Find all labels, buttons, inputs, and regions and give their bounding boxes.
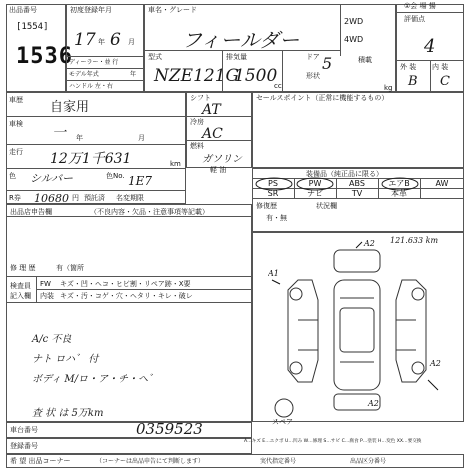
fuel-options: 軽 油	[210, 166, 227, 174]
model-year-value: 年	[130, 71, 137, 78]
svg-text:A2: A2	[364, 240, 375, 248]
lot-label: 出品番号	[9, 6, 37, 14]
equipment-leather: 本革	[391, 189, 407, 198]
score-value: 4	[424, 36, 436, 57]
vin-value: 0359523	[136, 420, 203, 438]
category-label: 出品区分番号	[350, 458, 387, 465]
mileage-value: 12万1千631	[50, 151, 132, 167]
inspection-type-value: 自家用	[50, 100, 90, 115]
mileage-label: 走行	[9, 148, 23, 156]
spare-label: スペア	[272, 418, 293, 426]
color-value: シルバー	[30, 172, 73, 185]
color-label: 色	[9, 172, 16, 180]
shape-label: 形状	[306, 72, 320, 80]
remarks-label: 状況欄	[316, 202, 337, 210]
equipment-tv: TV	[351, 189, 363, 198]
repair-label: 修 理 歴	[10, 264, 36, 272]
notes-title: 出品店申告欄	[10, 208, 52, 216]
dealer-label: ディーラー・並 行	[69, 59, 119, 66]
reg-label: 登録番号	[10, 442, 38, 450]
svg-text:A2: A2	[430, 359, 441, 368]
owner-label: 名変期限	[116, 194, 144, 202]
cc-label: cc	[274, 82, 282, 90]
row2-label: 内装	[40, 292, 54, 300]
row2-text: キズ・汚・コゲ・穴・ヘタリ・キレ・破レ	[60, 292, 193, 300]
equipment-abs: ABS	[349, 179, 365, 188]
inspection-value: 一	[52, 125, 66, 141]
svg-text:A2: A2	[368, 399, 379, 408]
color-no-label: 色No.	[106, 172, 125, 180]
corner-box	[6, 454, 464, 468]
deposit-label: 預託済	[84, 194, 105, 202]
inspection-type-label: 車歴	[9, 96, 23, 104]
legend: A…キズ E…エクボ U…凹み W…修理 S…サビ C…腐食 P…塗装 H…変色 XX…要交換	[244, 439, 422, 444]
handle-label: ハンドル 左・右	[69, 83, 113, 90]
auction-sheet	[6, 4, 464, 468]
ac-value: AC	[202, 126, 223, 142]
note-2: ナト ロハ゛ 付	[32, 354, 99, 365]
exterior-value: B	[408, 74, 418, 89]
equipment-aw: AW	[435, 179, 449, 188]
row1-text: キズ・凹・ヘコ・ヒビ割・リペア跡・X要	[60, 280, 191, 288]
month-label: 月	[128, 38, 135, 46]
first-reg-year: 17	[74, 30, 96, 50]
equipment-marks	[252, 174, 464, 204]
exterior-label: 外 装	[400, 63, 417, 71]
name-label: 車名・グレード	[148, 6, 197, 14]
model-year-label: モデル年式	[69, 71, 99, 78]
inspection-label: 車検	[9, 120, 23, 128]
checker-label-2: 記入欄	[10, 292, 31, 300]
color-no-value: 1E7	[128, 174, 153, 188]
vin-box	[6, 422, 252, 438]
vin-label: 車台番号	[10, 426, 38, 434]
reg-box	[6, 438, 252, 454]
equipment-navi: ナビ	[307, 189, 323, 198]
special-label: 実代指定番号	[260, 458, 297, 465]
car-diagram	[268, 240, 448, 418]
note-4: 査 状 は 5万km	[32, 408, 104, 419]
drive-4wd: 4WD	[344, 35, 364, 44]
repair-history-label: 修復歴	[256, 202, 277, 210]
score-label: 評価点	[404, 15, 425, 23]
shift-label: シフト	[190, 94, 211, 102]
recycle-unit: 円	[72, 194, 79, 202]
displacement-value: 1500	[234, 66, 278, 86]
diagram-note: 121.633 km	[390, 236, 439, 245]
checker-label-1: 検査員	[10, 282, 31, 290]
first-reg-month: 6	[110, 30, 121, 50]
equipment-airbag: エアB	[388, 179, 410, 188]
inspection-year: 年	[76, 134, 83, 142]
corner-label: 希 望 出品コーナー	[10, 457, 71, 465]
repair-value: 有・無	[266, 214, 287, 222]
km-label: km	[170, 160, 181, 168]
equipment-label: 装備品（純正品に限る）	[306, 170, 383, 178]
load-label: 積載	[358, 56, 372, 64]
shift-value: AT	[202, 102, 221, 118]
kg-label: kg	[384, 84, 393, 92]
corner-note: （コーナーは出品申告にて判断します）	[96, 458, 205, 465]
recycle-value: 10680	[34, 192, 69, 205]
row1-label: FW	[40, 280, 51, 288]
name-value: フィールダー	[182, 28, 300, 52]
fuel-label: 燃料	[190, 142, 204, 150]
repair-place: 有（箇所	[56, 264, 84, 272]
type-label: 型式	[148, 53, 162, 61]
equipment-pw: PW	[308, 179, 322, 188]
inspection-month: 月	[138, 134, 145, 142]
note-1: A/c 不良	[32, 334, 72, 345]
displacement-label: 排気量	[226, 53, 247, 61]
year-label: 年	[98, 38, 105, 46]
interior-value: C	[440, 74, 450, 89]
notes-subtitle: （不良内容・欠品・注意事項等記載）	[90, 208, 209, 216]
recycle-label: R券	[9, 194, 21, 202]
fuel-value: ガソリン	[202, 154, 242, 165]
doors-value: 5	[322, 54, 333, 73]
svg-text:A1: A1	[268, 269, 279, 278]
doors-label: ドア	[306, 53, 320, 61]
interior-label: 内 装	[432, 63, 449, 71]
first-reg-label: 初度登録年月	[70, 6, 112, 14]
equipment-ps: PS	[268, 179, 278, 188]
notes-box	[6, 204, 252, 422]
type-value: NZE121G	[154, 66, 240, 86]
note-3: ボディ M/ロ・ア・チ・ヘ゛	[32, 374, 158, 385]
drive-2wd: 2WD	[344, 17, 364, 26]
ac-label: 冷房	[190, 118, 204, 126]
lot-number: 1536	[16, 44, 73, 69]
selling-point-box	[252, 92, 464, 168]
score-title: ①会 場 揚	[404, 2, 436, 10]
lot-code: [1554]	[16, 22, 49, 32]
equipment-sr: SR	[267, 189, 279, 198]
selling-point-label: セールスポイント（正常に機能するもの）	[256, 94, 389, 102]
